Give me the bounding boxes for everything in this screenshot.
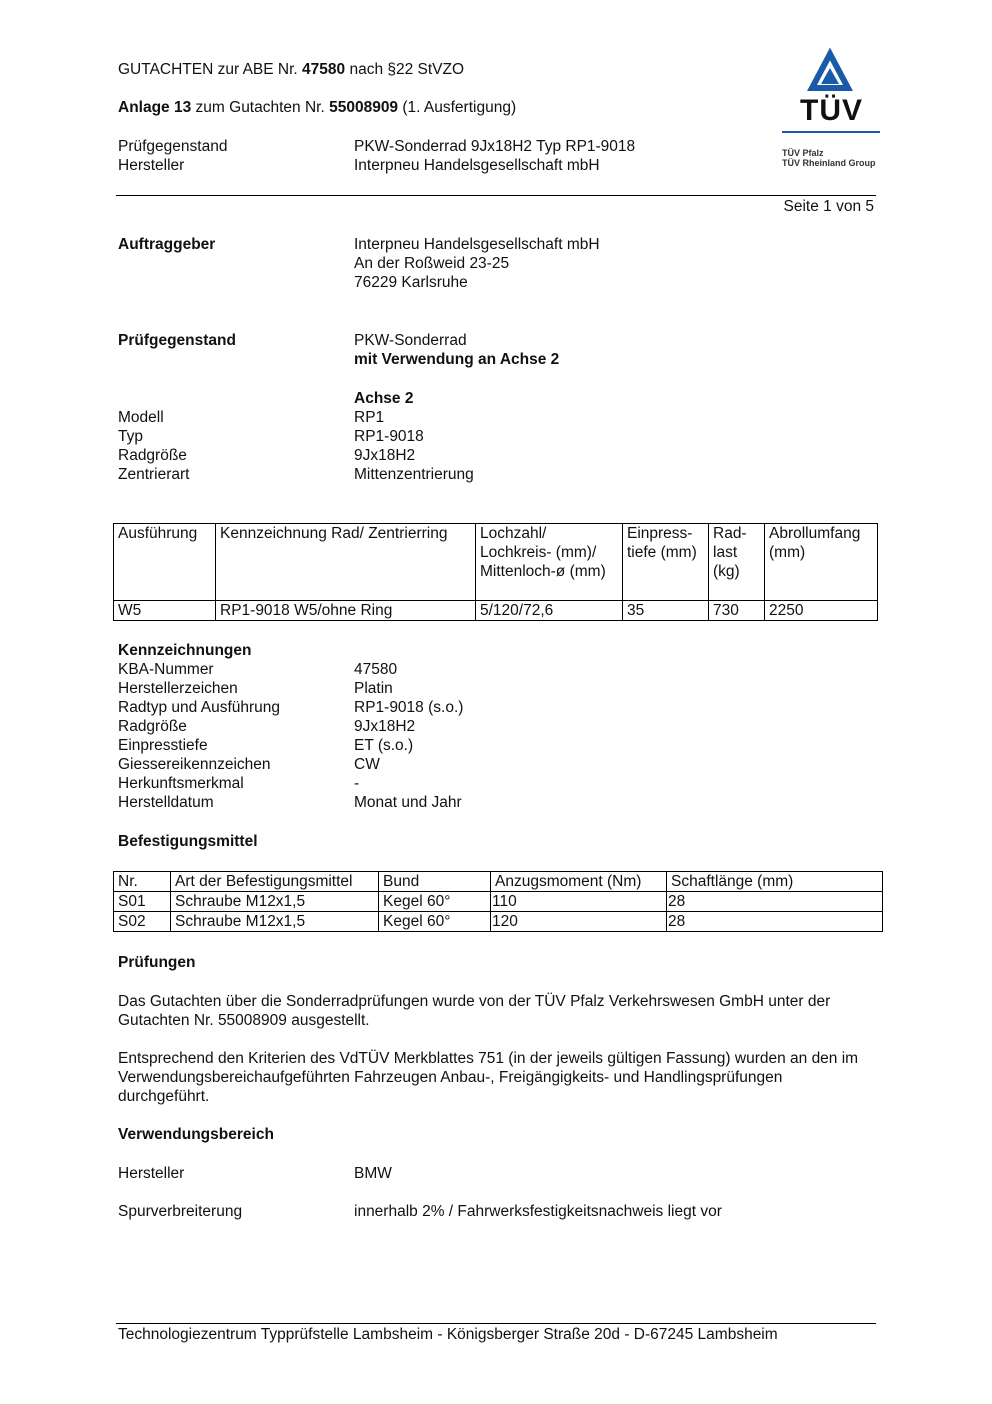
auftraggeber-line: Interpneu Handelsgesellschaft mbH (354, 236, 600, 253)
pruefgegenstand-value2: mit Verwendung an Achse 2 (354, 351, 560, 368)
header-anlage: Anlage 13 zum Gutachten Nr. 55008909 (1. Ausfertigung) (118, 99, 517, 116)
kennz-label: Giessereikennzeichen (118, 756, 271, 773)
table-row (114, 601, 878, 621)
table-cell: 28 (667, 892, 883, 912)
spec-value: 9Jx18H2 (354, 447, 416, 464)
table-header-cell: Rad- last (kg) (709, 524, 765, 601)
table-cell: Kegel 60° (379, 892, 491, 912)
logo-text: TÜV (800, 94, 863, 127)
table-header-cell: Schaftlänge (mm) (667, 872, 883, 892)
auftraggeber-line: 76229 Karlsruhe (354, 274, 468, 291)
table-cell: Schraube M12x1,5 (171, 892, 379, 912)
table-cell: 110 (491, 892, 667, 912)
kennz-label: Herstellerzeichen (118, 680, 238, 697)
kennz-value: 47580 (354, 661, 398, 678)
table-header-cell: Bund (379, 872, 491, 892)
spec-label: Radgröße (118, 447, 187, 464)
kennz-label: Radgröße (118, 718, 187, 735)
logo-line1: TÜV Pfalz (782, 148, 824, 158)
footer-text: Technologiezentrum Typprüfstelle Lambsheim - Königsberger Straße 20d - D-67245 Lambsheim (118, 1326, 778, 1343)
table-header-cell: Kennzeichnung Rad/ Zentrierring (216, 524, 476, 601)
table-header-cell: Art der Befestigungsmittel (171, 872, 379, 892)
table-cell: RP1-9018 W5/ohne Ring (216, 601, 476, 621)
spec-value: Mittenzentrierung (354, 466, 474, 483)
kennz-label: Einpresstiefe (118, 737, 208, 754)
wheel-spec-table (113, 523, 878, 621)
header-row-label: Hersteller (118, 157, 185, 174)
verwendung-value: BMW (354, 1165, 392, 1182)
table-header-cell: Abrollumfang (mm) (765, 524, 878, 601)
kennz-value: Monat und Jahr (354, 794, 462, 811)
table-cell: S02 (114, 912, 171, 932)
kennz-label: KBA-Nummer (118, 661, 214, 678)
verwendung-label: Spurverbreiterung (118, 1203, 243, 1220)
table-cell: Schraube M12x1,5 (171, 912, 379, 932)
table-header-cell: Ausführung (114, 524, 216, 601)
table-header-row (114, 872, 883, 892)
spec-value: RP1 (354, 409, 385, 426)
spec-label: Zentrierart (118, 466, 190, 483)
spec-value: RP1-9018 (354, 428, 424, 445)
pruefungen-title: Prüfungen (118, 954, 196, 971)
spec-label: Modell (118, 409, 164, 426)
table-cell: 730 (709, 601, 765, 621)
kennz-value: 9Jx18H2 (354, 718, 416, 735)
table-cell: Kegel 60° (379, 912, 491, 932)
header-row-value: Interpneu Handelsgesellschaft mbH (354, 157, 600, 174)
tuev-logo (748, 48, 918, 173)
pruefungen-paragraph: Das Gutachten über die Sonderradprüfungen wurde von der TÜV Pfalz Verkehrswesen GmbH unter der Gutachten Nr. 55008909 ausgestellt. (118, 993, 831, 1029)
table-header-cell: Lochzahl/ Lochkreis- (mm)/ Mittenloch-ø (mm) (476, 524, 623, 601)
table-cell: 28 (667, 912, 883, 932)
verwendung-value: innerhalb 2% / Fahrwerksfestigkeitsnachweis liegt vor (354, 1203, 722, 1220)
verwendung-label: Hersteller (118, 1165, 185, 1182)
kennz-value: Platin (354, 680, 393, 697)
header-title: GUTACHTEN zur ABE Nr. 47580 nach §22 StVZO (118, 61, 465, 78)
table-cell: 35 (623, 601, 709, 621)
auftraggeber-label: Auftraggeber (118, 236, 216, 253)
table-cell: 2250 (765, 601, 878, 621)
kennz-value: ET (s.o.) (354, 737, 414, 754)
kennz-value: CW (354, 756, 380, 773)
pruefgegenstand-label: Prüfgegenstand (118, 332, 236, 349)
achse-heading: Achse 2 (354, 390, 414, 407)
auftraggeber-line: An der Roßweid 23-25 (354, 255, 510, 272)
fastener-table (113, 871, 883, 932)
kennz-label: Herstelldatum (118, 794, 214, 811)
logo-line2: TÜV Rheinland Group (782, 158, 876, 168)
table-header-cell: Einpress- tiefe (mm) (623, 524, 709, 601)
page-info: Seite 1 von 5 (783, 198, 874, 215)
pruefungen-paragraph: Entsprechend den Kriterien des VdTÜV Merkblattes 751 (in der jeweils gültigen Fassung) wurden an den im Verwendungsbereichaufgeführten Fahrzeugen Anbau-, Freigängigkeits- und Handlingsprüfungen durchgeführt. (118, 1050, 859, 1105)
table-header-row (114, 524, 878, 601)
footer-divider (116, 1323, 876, 1324)
spec-label: Typ (118, 428, 143, 445)
pruefgegenstand-value: PKW-Sonderrad (354, 332, 467, 349)
kennz-label: Radtyp und Ausführung (118, 699, 281, 716)
table-cell: 120 (491, 912, 667, 932)
header-divider (116, 195, 876, 196)
kennzeichnungen-title: Kennzeichnungen (118, 642, 252, 659)
befestigung-title: Befestigungsmittel (118, 833, 258, 850)
header-row-value: PKW-Sonderrad 9Jx18H2 Typ RP1-9018 (354, 138, 636, 155)
kennz-value: RP1-9018 (s.o.) (354, 699, 464, 716)
table-row (114, 912, 883, 932)
verwendungsbereich-title: Verwendungsbereich (118, 1126, 274, 1143)
table-header-cell: Nr. (114, 872, 171, 892)
kennz-label: Herkunftsmerkmal (118, 775, 244, 792)
kennz-value: - (354, 775, 360, 792)
header-row-label: Prüfgegenstand (118, 138, 228, 155)
table-cell: W5 (114, 601, 216, 621)
table-row (114, 892, 883, 912)
table-header-cell: Anzugsmoment (Nm) (491, 872, 667, 892)
table-cell: 5/120/72,6 (476, 601, 623, 621)
table-cell: S01 (114, 892, 171, 912)
